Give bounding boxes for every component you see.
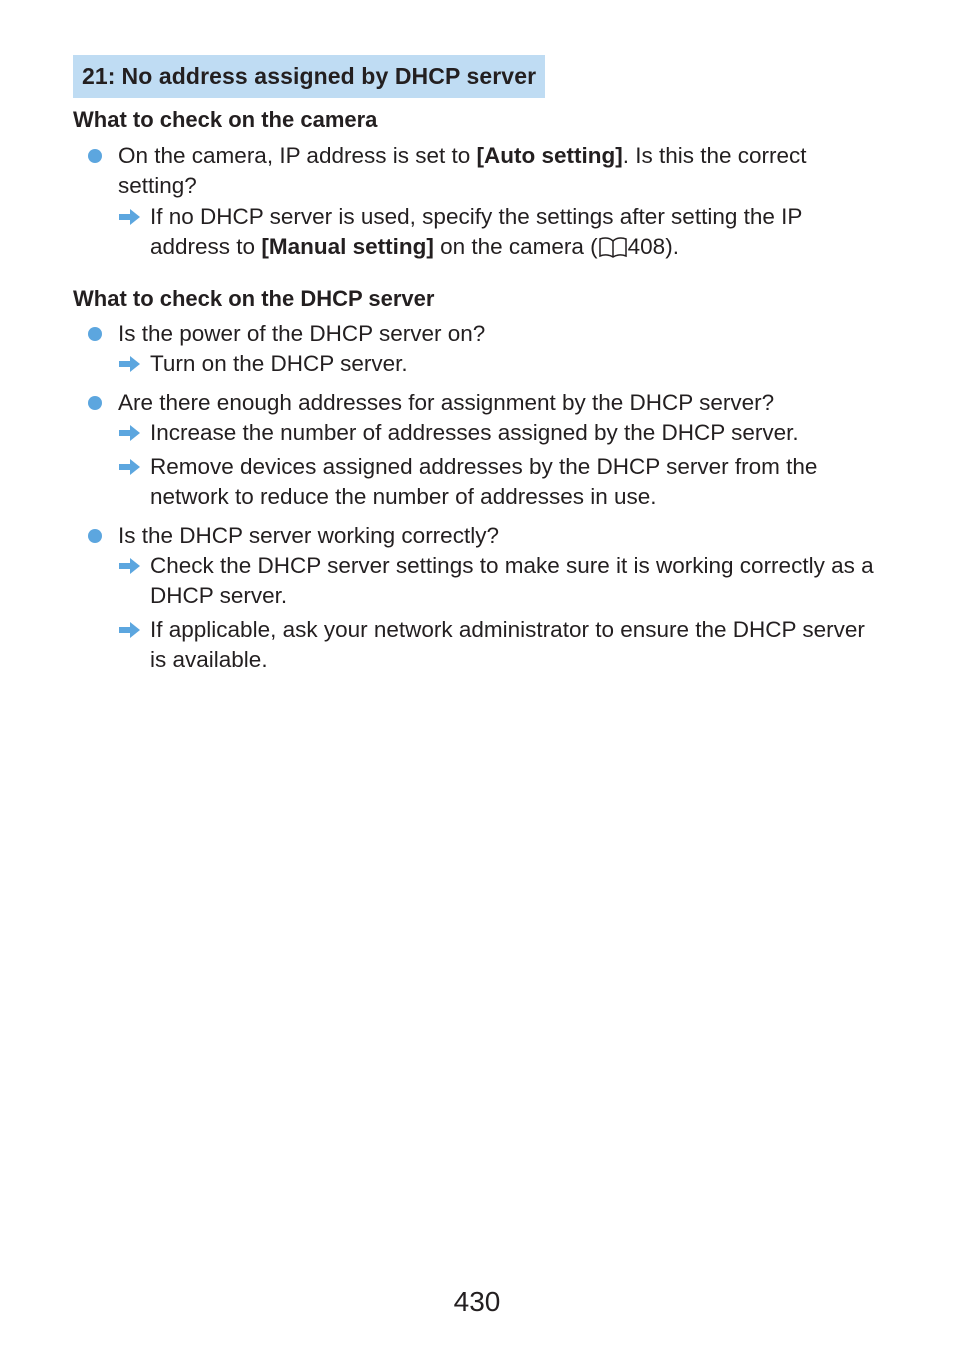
auto-setting-label: [Auto setting] bbox=[476, 143, 623, 168]
list-item bbox=[88, 319, 878, 349]
bullet-text: Are there enough addresses for assignment by the DHCP server? bbox=[118, 390, 775, 415]
camera-check-heading: What to check on the camera bbox=[73, 107, 378, 132]
right-arrow-icon bbox=[119, 459, 140, 475]
dhcp-check-heading: What to check on the DHCP server bbox=[73, 286, 435, 311]
bullet-text: On the camera, IP address is set to [Auto setting]. Is this the correct setting? bbox=[118, 143, 807, 198]
manual-setting-label: [Manual setting] bbox=[261, 234, 434, 259]
right-arrow-icon bbox=[119, 209, 140, 225]
circle-bullet-icon bbox=[88, 149, 102, 163]
circle-bullet-icon bbox=[88, 529, 102, 543]
right-arrow-icon bbox=[119, 622, 140, 638]
circle-bullet-icon bbox=[88, 327, 102, 341]
list-item bbox=[119, 551, 879, 611]
arrow-text: Remove devices assigned addresses by the DHCP server from the network to reduce the number of addresses in use. bbox=[150, 454, 818, 509]
section-title-text: No address assigned by DHCP server bbox=[121, 63, 537, 89]
bullet-text: Is the DHCP server working correctly? bbox=[118, 523, 499, 548]
list-item bbox=[88, 388, 878, 418]
right-arrow-icon bbox=[119, 558, 140, 574]
list-item bbox=[119, 202, 879, 262]
list-item bbox=[119, 452, 879, 512]
page-reference: 408 bbox=[627, 234, 666, 259]
arrow-text: Check the DHCP server settings to make sure it is working correctly as a DHCP server. bbox=[150, 553, 874, 608]
list-item bbox=[119, 418, 879, 448]
page-number: 430 bbox=[453, 1286, 501, 1317]
arrow-text: Turn on the DHCP server. bbox=[150, 351, 408, 376]
list-item bbox=[119, 615, 879, 675]
right-arrow-icon bbox=[119, 425, 140, 441]
arrow-text: If no DHCP server is used, specify the settings after setting the IP address to [Manual setting] on the camera ( 408). bbox=[150, 204, 802, 259]
bullet-text: Is the power of the DHCP server on? bbox=[118, 321, 486, 346]
list-item bbox=[88, 521, 878, 551]
book-icon bbox=[598, 236, 628, 258]
arrow-text: If applicable, ask your network administrator to ensure the DHCP server is available. bbox=[150, 617, 865, 672]
section-title bbox=[73, 55, 545, 98]
list-item bbox=[88, 141, 878, 201]
list-item bbox=[119, 349, 879, 379]
circle-bullet-icon bbox=[88, 396, 102, 410]
arrow-text: Increase the number of addresses assigned by the DHCP server. bbox=[150, 420, 799, 445]
right-arrow-icon bbox=[119, 356, 140, 372]
section-number: 21: bbox=[82, 63, 116, 89]
